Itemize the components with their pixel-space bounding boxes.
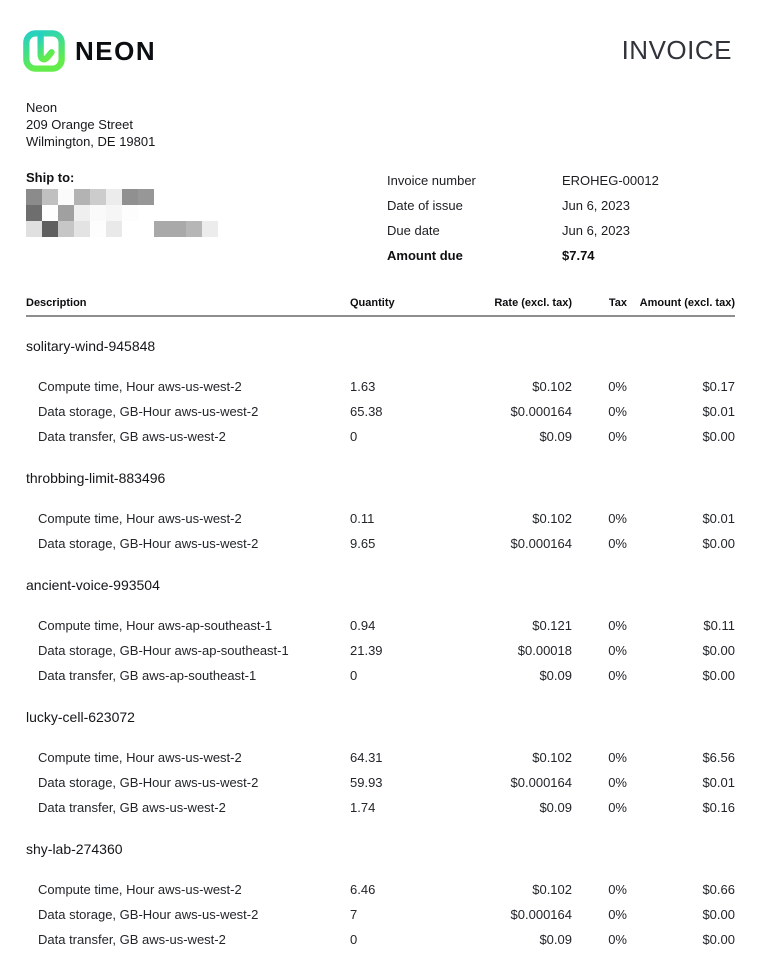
item-description: Data storage, GB-Hour aws-us-west-2 — [38, 536, 259, 551]
item-tax: 0% — [608, 618, 627, 633]
item-description: Data storage, GB-Hour aws-ap-southeast-1 — [38, 643, 289, 658]
item-amount: $0.00 — [702, 668, 735, 683]
redaction-pixel — [58, 189, 74, 205]
project-section — [26, 470, 735, 556]
meta-value: $7.74 — [562, 248, 595, 263]
project-section — [26, 577, 735, 688]
project-name: ancient-voice-993504 — [26, 577, 160, 593]
brand-wordmark: NEON — [75, 36, 157, 66]
redaction-row — [26, 221, 218, 237]
line-item-row — [26, 877, 735, 902]
item-quantity: 9.65 — [350, 536, 376, 551]
line-item-row — [26, 927, 735, 952]
redaction-pixel — [42, 221, 58, 237]
item-amount: $0.01 — [702, 404, 735, 419]
project-sections — [26, 338, 735, 952]
line-item-row — [26, 902, 735, 927]
item-tax: 0% — [608, 511, 627, 526]
item-tax: 0% — [608, 536, 627, 551]
meta-label: Invoice number — [387, 173, 476, 188]
redaction-pixel — [42, 189, 58, 205]
redaction-pixel — [186, 221, 202, 237]
redaction-pixel — [42, 205, 58, 221]
item-rate: $0.09 — [539, 668, 572, 683]
redaction-pixel — [138, 221, 154, 237]
item-quantity: 1.74 — [350, 800, 376, 815]
redaction-pixel — [122, 205, 138, 221]
item-quantity: 7 — [350, 907, 358, 922]
item-rate: $0.102 — [532, 750, 572, 765]
quantity-column-header: Quantity — [350, 297, 395, 309]
item-rate: $0.09 — [539, 932, 572, 947]
item-rate: $0.000164 — [510, 404, 572, 419]
ship-to-label: Ship to: — [26, 170, 75, 185]
item-tax: 0% — [608, 932, 627, 947]
item-tax: 0% — [608, 800, 627, 815]
item-description: Data storage, GB-Hour aws-us-west-2 — [38, 404, 259, 419]
line-item-row — [26, 638, 735, 663]
item-quantity: 0.94 — [350, 618, 376, 633]
redaction-pixel — [106, 221, 122, 237]
item-description: Compute time, Hour aws-us-west-2 — [38, 750, 242, 765]
redaction-pixel — [26, 189, 42, 205]
meta-label: Amount due — [387, 248, 463, 263]
item-amount: $0.00 — [702, 907, 735, 922]
redaction-row — [26, 189, 218, 205]
invoice-title: INVOICE — [621, 35, 732, 65]
meta-row — [387, 193, 659, 218]
redaction-pixel — [58, 221, 74, 237]
project-section — [26, 709, 735, 820]
meta-row — [387, 243, 659, 268]
redaction-row — [26, 205, 218, 221]
item-description: Data transfer, GB aws-us-west-2 — [38, 932, 226, 947]
meta-value: EROHEG-00012 — [562, 173, 659, 188]
invoice-meta — [387, 168, 659, 268]
item-description: Data storage, GB-Hour aws-us-west-2 — [38, 775, 259, 790]
item-tax: 0% — [608, 882, 627, 897]
item-rate: $0.00018 — [517, 643, 572, 658]
item-amount: $0.00 — [702, 643, 735, 658]
redaction-pixel — [202, 221, 218, 237]
meta-label: Date of issue — [387, 198, 463, 213]
item-amount: $0.00 — [702, 932, 735, 947]
item-rate: $0.000164 — [510, 775, 572, 790]
item-amount: $0.16 — [702, 800, 735, 815]
item-quantity: 0 — [350, 932, 358, 947]
redaction-pixel — [154, 221, 170, 237]
redaction-pixel — [90, 189, 106, 205]
redaction-pixel — [122, 221, 138, 237]
item-amount: $0.00 — [702, 536, 735, 551]
item-tax: 0% — [608, 775, 627, 790]
item-quantity: 21.39 — [350, 643, 383, 658]
item-amount: $0.11 — [703, 618, 735, 633]
project-name: solitary-wind-945848 — [26, 338, 156, 354]
redaction-pixel — [170, 221, 186, 237]
line-item-row — [26, 663, 735, 688]
redaction-pixel — [74, 221, 90, 237]
item-description: Data transfer, GB aws-ap-southeast-1 — [38, 668, 257, 683]
line-item-row — [26, 374, 735, 399]
line-item-row — [26, 613, 735, 638]
redaction-pixel — [90, 221, 106, 237]
project-name: throbbing-limit-883496 — [26, 470, 166, 486]
item-tax: 0% — [608, 404, 627, 419]
item-rate: $0.09 — [539, 800, 572, 815]
meta-label: Due date — [387, 223, 440, 238]
project-line-items — [26, 506, 735, 556]
item-rate: $0.09 — [539, 429, 572, 444]
neon-logo-icon — [23, 30, 65, 72]
item-quantity: 0.11 — [350, 511, 375, 526]
table-header-row — [26, 290, 735, 317]
item-quantity: 1.63 — [350, 379, 376, 394]
line-item-row — [26, 424, 735, 449]
item-quantity: 65.38 — [350, 404, 383, 419]
meta-value: Jun 6, 2023 — [562, 198, 630, 213]
line-item-row — [26, 745, 735, 770]
item-description: Compute time, Hour aws-us-west-2 — [38, 511, 242, 526]
redacted-address-block — [26, 189, 218, 237]
item-amount: $6.56 — [702, 750, 735, 765]
redaction-pixel — [26, 221, 42, 237]
project-name: lucky-cell-623072 — [26, 709, 135, 725]
item-tax: 0% — [608, 750, 627, 765]
description-column-header: Description — [26, 297, 87, 309]
company-address — [26, 99, 155, 150]
redaction-pixel — [138, 205, 154, 221]
redaction-pixel — [58, 205, 74, 221]
project-line-items — [26, 877, 735, 952]
project-name: shy-lab-274360 — [26, 841, 123, 857]
project-line-items — [26, 745, 735, 820]
item-description: Data transfer, GB aws-us-west-2 — [38, 429, 226, 444]
item-rate: $0.000164 — [510, 907, 572, 922]
rate-column-header: Rate (excl. tax) — [494, 297, 572, 309]
redaction-pixel — [26, 205, 42, 221]
project-line-items — [26, 613, 735, 688]
item-rate: $0.102 — [532, 379, 572, 394]
item-description: Data storage, GB-Hour aws-us-west-2 — [38, 907, 259, 922]
company-address-line: 209 Orange Street — [26, 117, 133, 132]
meta-row — [387, 168, 659, 193]
line-item-row — [26, 531, 735, 556]
redaction-pixel — [90, 205, 106, 221]
item-rate: $0.102 — [532, 511, 572, 526]
item-quantity: 59.93 — [350, 775, 383, 790]
company-address-line: Wilmington, DE 19801 — [26, 134, 156, 149]
meta-row — [387, 218, 659, 243]
item-quantity: 0 — [350, 429, 358, 444]
item-quantity: 6.46 — [350, 882, 376, 897]
line-item-row — [26, 506, 735, 531]
project-line-items — [26, 374, 735, 449]
item-rate: $0.102 — [532, 882, 572, 897]
meta-value: Jun 6, 2023 — [562, 223, 630, 238]
item-quantity: 64.31 — [350, 750, 383, 765]
line-item-row — [26, 770, 735, 795]
redaction-pixel — [122, 189, 138, 205]
line-items-table — [26, 290, 735, 952]
redaction-pixel — [138, 189, 154, 205]
item-tax: 0% — [608, 429, 627, 444]
item-tax: 0% — [608, 907, 627, 922]
item-description: Compute time, Hour aws-us-west-2 — [38, 379, 242, 394]
tax-column-header: Tax — [608, 297, 627, 309]
line-item-row — [26, 399, 735, 424]
company-address-line: Neon — [26, 100, 58, 115]
redaction-pixel — [74, 205, 90, 221]
item-amount: $0.01 — [702, 775, 735, 790]
line-item-row — [26, 795, 735, 820]
project-section — [26, 841, 735, 952]
item-rate: $0.121 — [532, 618, 572, 633]
amount-column-header: Amount (excl. tax) — [639, 297, 735, 309]
project-section — [26, 338, 735, 449]
item-description: Compute time, Hour aws-ap-southeast-1 — [38, 618, 273, 633]
redaction-pixel — [106, 205, 122, 221]
item-tax: 0% — [608, 643, 627, 658]
redaction-pixel — [74, 189, 90, 205]
item-quantity: 0 — [350, 668, 358, 683]
item-amount: $0.00 — [702, 429, 735, 444]
item-amount: $0.17 — [702, 379, 735, 394]
item-amount: $0.01 — [702, 511, 735, 526]
item-rate: $0.000164 — [510, 536, 572, 551]
item-amount: $0.66 — [702, 882, 735, 897]
item-description: Compute time, Hour aws-us-west-2 — [38, 882, 242, 897]
item-description: Data transfer, GB aws-us-west-2 — [38, 800, 226, 815]
item-tax: 0% — [608, 379, 627, 394]
redaction-pixel — [106, 189, 122, 205]
item-tax: 0% — [608, 668, 627, 683]
